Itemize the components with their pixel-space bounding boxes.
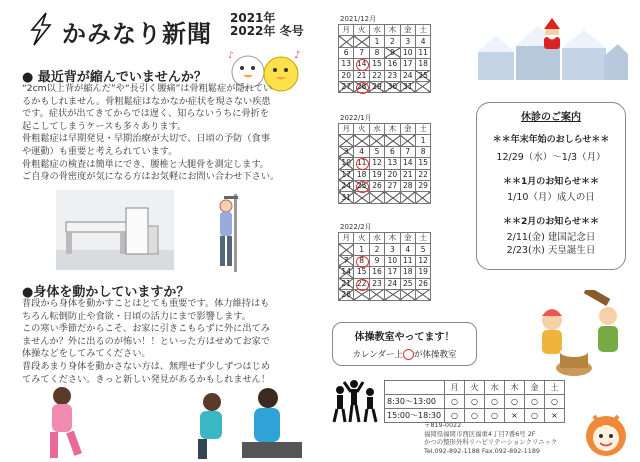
lightning-icon: [28, 12, 54, 46]
svg-text:♪: ♪: [228, 51, 234, 61]
calendar-day: [385, 289, 400, 300]
calendar-day: 1: [354, 244, 369, 255]
calendar-day: [354, 36, 369, 47]
calendar-day: 27: [339, 81, 354, 92]
calendar-day: 21: [339, 278, 354, 289]
calendar-day: 29: [369, 81, 384, 92]
bone-density-scanner-photo: [56, 190, 174, 270]
calendar-day: 2: [369, 244, 384, 255]
red-circle-icon: [403, 349, 414, 360]
calendar-day: [339, 135, 354, 146]
calendar-day: 25: [415, 70, 430, 81]
schedule-day-header: 木: [505, 381, 525, 395]
calendar-feb-label: 2022/2月: [340, 223, 372, 231]
schedule-mark: ○: [545, 395, 565, 409]
calendar-day: 28: [354, 81, 369, 92]
calendar-day: 7: [354, 47, 369, 58]
schedule-mark: ○: [445, 395, 465, 409]
calendar-day: 7: [339, 255, 354, 266]
calendar-day: 5: [369, 146, 384, 157]
calendar-day: 3: [385, 244, 400, 255]
calendar-day: 4: [400, 244, 415, 255]
calendar-day: 16: [385, 59, 400, 70]
mochi-pounding-illustration: [530, 290, 628, 380]
calendar-day: 5: [415, 244, 430, 255]
calendar-day: 22: [415, 169, 430, 180]
calendar-day: 6: [339, 47, 354, 58]
height-measurement-illustration: [208, 190, 244, 274]
weekday-header: 木: [385, 233, 400, 244]
calendar-day: [385, 135, 400, 146]
closure-notice-box: 休診のご案内 ＊＊年末年始のおしらせ＊＊ 12/29（水）～1/3（月） ＊＊1月のお知らせ＊＊ 1/10（月）成人の日 ＊＊2月のお知らせ＊＊ 2/11(金) 建国記念日 2/23(水) 天皇誕生日: [476, 102, 626, 270]
section-heading-exercise: ●身体を動かしていますか？: [22, 285, 190, 300]
schedule-mark: ○: [525, 395, 545, 409]
weekday-header: 月: [339, 233, 354, 244]
weekday-header: 金: [400, 25, 415, 36]
calendar-day: [369, 192, 384, 203]
section-heading-height: ● 最近背が縮んでいませんか？: [22, 70, 207, 85]
schedule-mark: ○: [485, 409, 505, 423]
calendar-day: 11: [354, 158, 369, 169]
calendar-day: [400, 289, 415, 300]
calendar-day: 6: [385, 146, 400, 157]
notice-heading: 休診のご案内: [521, 112, 581, 123]
calendar-day: 15: [369, 59, 384, 70]
schedule-mark: ○: [505, 395, 525, 409]
calendar-dec-label: 2021/12月: [340, 15, 377, 23]
calendar-day: 27: [385, 180, 400, 191]
weekday-header: 月: [339, 25, 354, 36]
calendar-day: 14: [400, 158, 415, 169]
weekday-header: 土: [415, 124, 430, 135]
calendar-day: 31: [400, 81, 415, 92]
calendar-day: [339, 36, 354, 47]
calendar-day: [415, 289, 430, 300]
weekday-header: 金: [400, 124, 415, 135]
calendar-day: 12: [415, 255, 430, 266]
calendar-day: [354, 289, 369, 300]
weekday-header: 金: [400, 233, 415, 244]
schedule-mark: ○: [525, 409, 545, 423]
page-title: かみなり新聞: [62, 20, 212, 48]
schedule-time: 15:00～18:30: [385, 409, 445, 423]
calendar-day: 25: [400, 278, 415, 289]
calendar-day: 16: [369, 267, 384, 278]
calendar-day: 23: [385, 70, 400, 81]
clinic-hours-table: [384, 380, 565, 423]
weekday-header: 土: [415, 233, 430, 244]
calendar-day: 13: [385, 158, 400, 169]
calendar-day: 19: [415, 267, 430, 278]
section-body-osteoporosis: “2cm以上背が縮んだ”や“長引く腰痛”は骨粗鬆症が隠れてい るかもしれません。骨粗鬆症はなかなか症状を現さない疾患 です。症状が出てきてからでは遅く、知らないうちに骨折を 起こしてしまうケースも多々あります。 骨粗鬆症は早期発見・早期治療が大切で、日頃の予防（食事 や運動）も重要と考えられています。 骨粗鬆症の検査は簡単にでき、腰椎と大腿骨を測定します。 ご自身の骨密度が気になる方はお気軽にお問い合わせ下さい。: [22, 83, 280, 183]
calendar-day: 29: [415, 180, 430, 191]
calendar-january: [338, 123, 431, 204]
calendar-day: [400, 135, 415, 146]
calendar-day: [415, 192, 430, 203]
calendar-day: 3: [339, 146, 354, 157]
calendar-day: [339, 244, 354, 255]
calendar-day: 17: [385, 267, 400, 278]
calendar-day: 15: [415, 158, 430, 169]
calendar-day: 14: [339, 267, 354, 278]
weekday-header: 木: [385, 25, 400, 36]
schedule-mark: ○: [485, 395, 505, 409]
weekday-header: 水: [369, 124, 384, 135]
calendar-day: 28: [339, 289, 354, 300]
calendar-day: 26: [415, 278, 430, 289]
calendar-day: 15: [354, 267, 369, 278]
calendar-day: 21: [400, 169, 415, 180]
calendar-day: 10: [400, 47, 415, 58]
exercise-class-box: 体操教室やってます！ カレンダー上 が体操教室: [332, 322, 477, 366]
schedule-mark: ×: [545, 409, 565, 423]
calendar-day: 18: [400, 267, 415, 278]
calendar-day: 17: [400, 59, 415, 70]
calendar-day: 11: [400, 255, 415, 266]
calendar-day: [400, 192, 415, 203]
calendar-day: 13: [339, 59, 354, 70]
calendar-day: 24: [385, 278, 400, 289]
calendar-day: 17: [339, 169, 354, 180]
calendar-day: 4: [354, 146, 369, 157]
weekday-header: 火: [354, 124, 369, 135]
calendar-day: 23: [369, 278, 384, 289]
calendar-day: 3: [400, 36, 415, 47]
calendar-day: 31: [339, 192, 354, 203]
calendar-day: 26: [369, 180, 384, 191]
section-body-exercise: 普段から身体を動かすことはとても重要です。体力維持はも ちろん転倒防止や食欲・日頃の活力にまで影響します。 この寒い季節だからこそ、お家に引きこもらずに外に出てみ ませんか？外に出るのが怖い！！といった方はせめてお家で 体操などをしてみてください。 普段あまり身体を動かさない方は、無理せず少しずつはじめ てみてください。きっと新しい発見があるかもしれません！: [22, 298, 271, 385]
calendar-day: 24: [400, 70, 415, 81]
schedule-day-header: 金: [525, 381, 545, 395]
schedule-mark: ○: [465, 409, 485, 423]
weekday-header: 木: [385, 124, 400, 135]
calendar-jan-label: 2022/1月: [340, 114, 372, 122]
calendar-day: 19: [369, 169, 384, 180]
weekday-header: 火: [354, 25, 369, 36]
calendar-day: 28: [400, 180, 415, 191]
calendar-day: 10: [339, 158, 354, 169]
schedule-mark: ×: [505, 409, 525, 423]
calendar-february: [338, 232, 431, 301]
schedule-day-header: 土: [545, 381, 565, 395]
calendar-day: 20: [385, 169, 400, 180]
weekday-header: 水: [369, 25, 384, 36]
exercise-silhouettes-icon: [332, 376, 380, 424]
calendar-day: 21: [354, 70, 369, 81]
calendar-day: [354, 135, 369, 146]
calendar-day: [369, 289, 384, 300]
clinic-mascot-logo: [580, 408, 632, 460]
calendar-day: 8: [369, 47, 384, 58]
calendar-day: 2: [385, 36, 400, 47]
clinic-address: 〒819-0022 福岡県福岡市西区福重4丁目7番6号 2F かつの整形外科リハビリテーションクリニック Tel.092-892-1188 Fax.092-892-1189: [424, 421, 558, 455]
schedule-mark: ○: [445, 409, 465, 423]
calendar-day: 1: [415, 135, 430, 146]
calendar-day: 10: [385, 255, 400, 266]
schedule-time: 8:30～13:00: [385, 395, 445, 409]
calendar-day: [369, 135, 384, 146]
calendar-day: 8: [354, 255, 369, 266]
weekday-header: 土: [415, 25, 430, 36]
calendar-day: 7: [400, 146, 415, 157]
svg-text:♪: ♪: [294, 50, 301, 61]
schedule-day-header: 月: [445, 381, 465, 395]
calendar-day: 9: [369, 255, 384, 266]
calendar-day: [385, 192, 400, 203]
calendar-day: 20: [339, 70, 354, 81]
calendar-day: 25: [354, 180, 369, 191]
weekday-header: 水: [369, 233, 384, 244]
schedule-mark: ○: [465, 395, 485, 409]
calendar-day: 14: [354, 59, 369, 70]
calendar-day: 22: [354, 278, 369, 289]
weekday-header: 火: [354, 233, 369, 244]
calendar-day: 24: [339, 180, 354, 191]
calendar-day: 8: [415, 146, 430, 157]
calendar-day: 18: [415, 59, 430, 70]
calendar-day: 22: [369, 70, 384, 81]
calendar-day: 18: [354, 169, 369, 180]
calendar-day: 9: [385, 47, 400, 58]
exercise-people-illustration: [22, 384, 304, 460]
calendar-december: [338, 24, 431, 93]
calendar-day: [354, 192, 369, 203]
calendar-day: 12: [369, 158, 384, 169]
schedule-day-header: 火: [465, 381, 485, 395]
schedule-day-header: 水: [485, 381, 505, 395]
issue-date: 2021年 2022年 冬号: [230, 11, 304, 38]
calendar-day: 30: [385, 81, 400, 92]
calendar-day: [415, 81, 430, 92]
calendar-day: 1: [369, 36, 384, 47]
weekday-header: 月: [339, 124, 354, 135]
calendar-day: 4: [415, 36, 430, 47]
calendar-day: 11: [415, 47, 430, 58]
winter-santa-illustration: [478, 18, 628, 80]
